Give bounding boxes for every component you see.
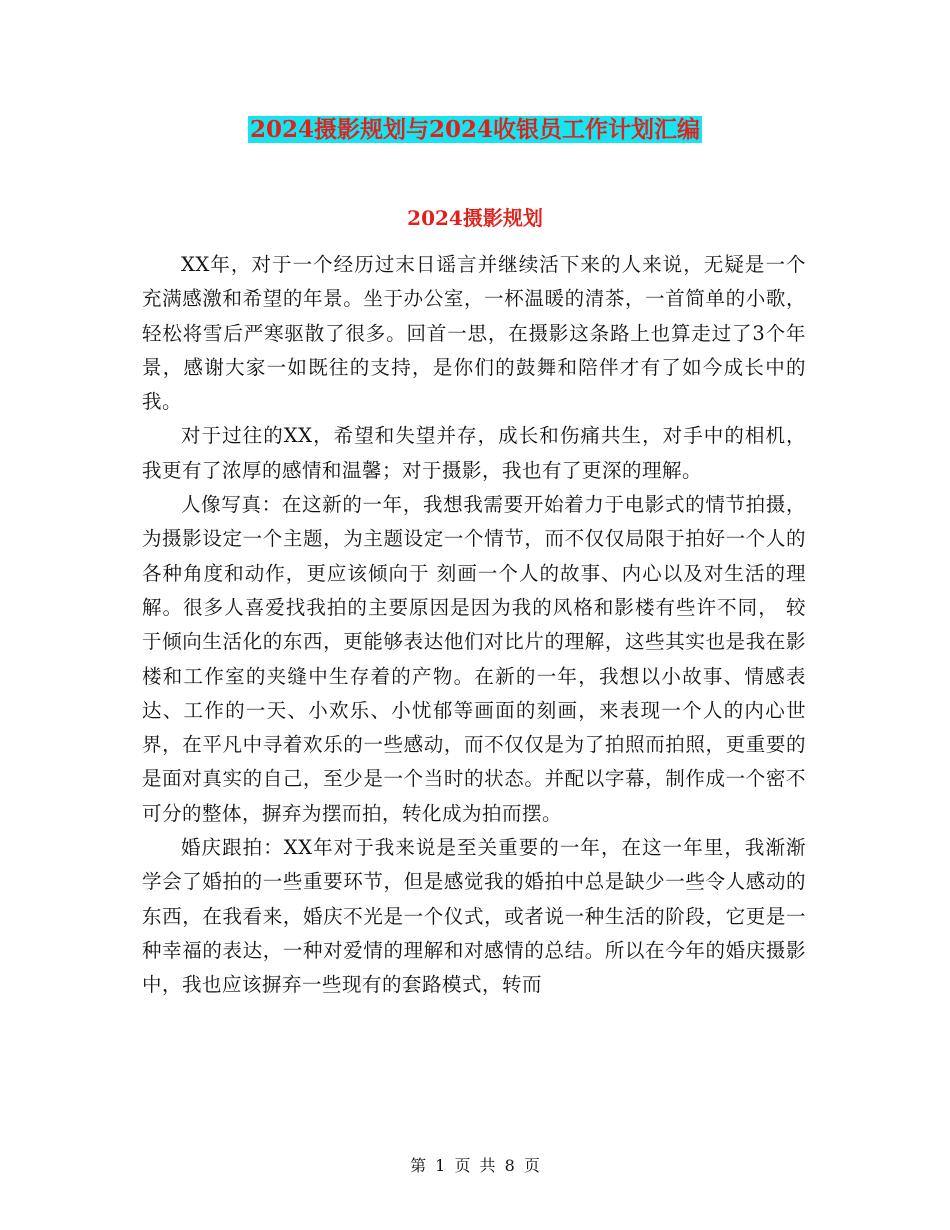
document-title-text: 2024摄影规划与2024收银员工作计划汇编: [249, 116, 701, 143]
document-body: [142, 248, 806, 1003]
paragraph-3: 人像写真：在这新的一年，我想我需要开始着力于电影式的情节拍摄，为摄影设定一个主题，为主题设定一个情节，而不仅仅局限于拍好一个人的各种角度和动作，更应该倾向于 刻画一个人的故事、内心以及对生活的理解。很多人喜爱找我拍的主要原因是因为我的风格和影楼有些许不同， 较于倾向生活化的东西，更能够表达他们对比片的理解，这些其实也是我在影楼和工作室的夹缝中生存着的产物。在新的一年，我想以小故事、情感表达、工作的一天、小欢乐、小忧郁等画面的刻画，来表现一个人的内心世界，在平凡中寻着欢乐的一些感动，而不仅仅是为了拍照而拍照，更重要的是面对真实的自己，至少是一个当时的状态。并配以字幕，制作成一个密不可分的整体，摒弃为摆而拍，转化成为拍而摆。: [142, 493, 806, 825]
paragraph-2: 对于过往的XX，希望和失望并存，成长和伤痛共生，对手中的相机，我更有了浓厚的感情和温馨；对于摄影，我也有了更深的理解。: [142, 424, 806, 482]
document-title: [0, 113, 950, 147]
paragraph-1: XX年，对于一个经历过末日谣言并继续活下来的人来说，无疑是一个充满感激和希望的年景。坐于办公室，一杯温暖的清茶，一首简单的小歌，轻松将雪后严寒驱散了很多。回首一思，在摄影这条路上也算走过了3个年景，感谢大家一如既往的支持，是你们的鼓舞和陪伴才有了如今成长中的我。: [142, 253, 806, 414]
page-footer: 第 1 页 共 8 页: [410, 1156, 540, 1175]
section-title: 2024摄影规划: [407, 206, 543, 230]
paragraph-4: 婚庆跟拍：XX年对于我来说是至关重要的一年，在这一年里，我渐渐学会了婚拍的一些重要环节，但是感觉我的婚拍中总是缺少一些令人感动的东西，在我看来，婚庆不光是一个仪式，或者说一种生活的阶段，它更是一种幸福的表达，一种对爱情的理解和对感情的总结。所以在今年的婚庆摄影中，我也应该摒弃一些现有的套路模式，转而: [142, 836, 806, 997]
